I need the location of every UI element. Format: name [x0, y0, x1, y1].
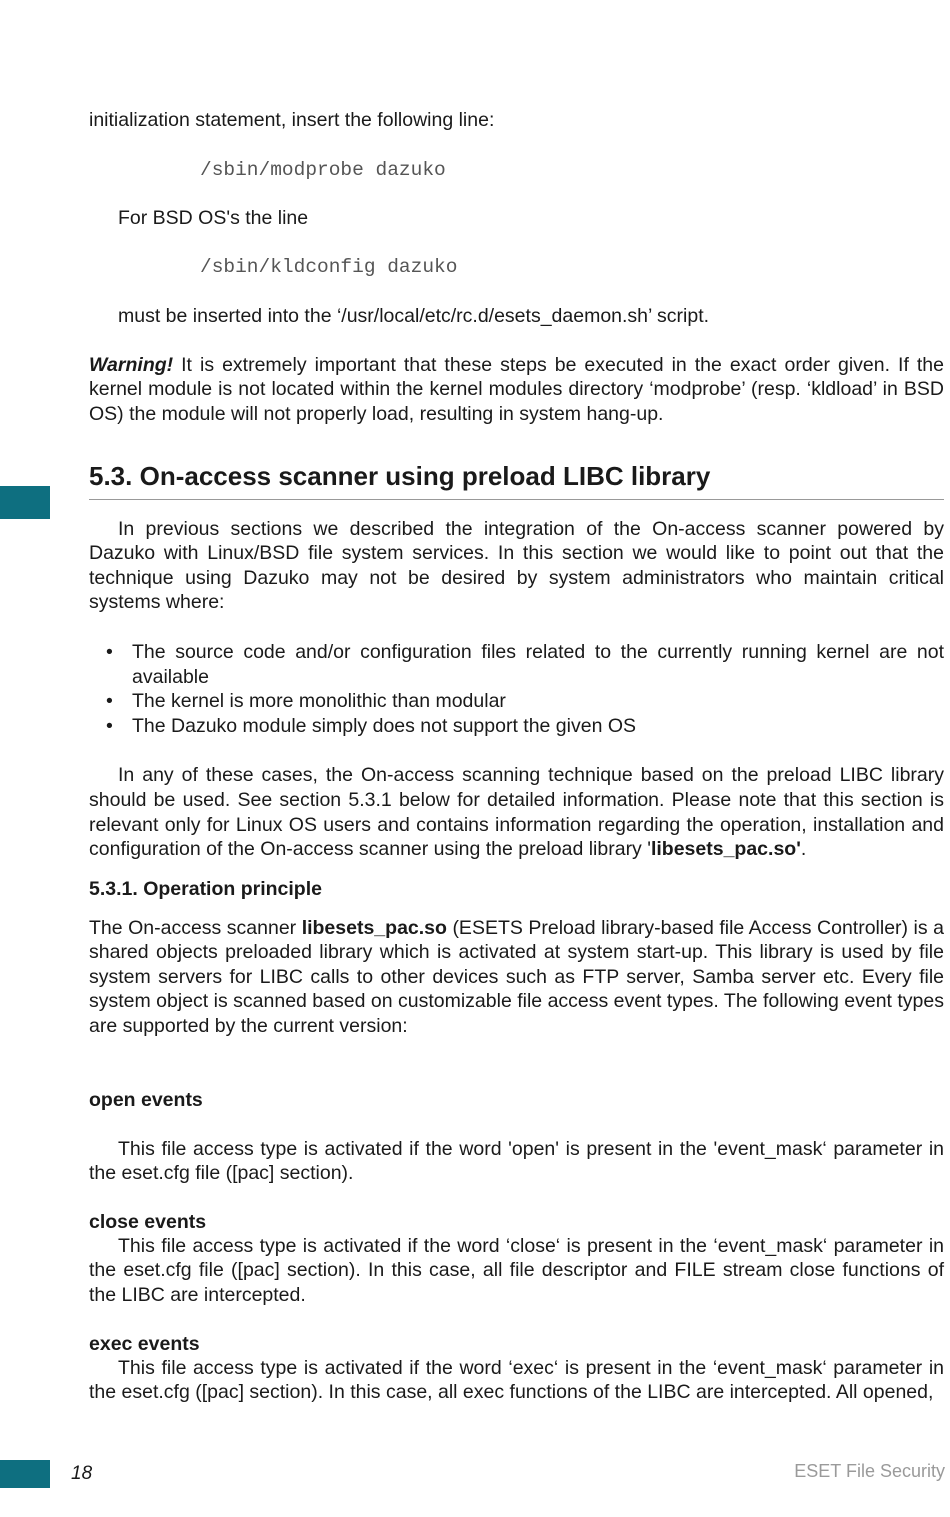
operation-paragraph [89, 916, 944, 1039]
list-item: • The source code and/or configuration files related to the currently running kernel are not available [89, 640, 944, 689]
page-content [89, 108, 944, 1405]
list-item: • The kernel is more monolithic than modular [89, 689, 944, 714]
library-name: libesets_pac.so' [650, 838, 801, 861]
insert-line: must be inserted into the ‘/usr/local/etc/rc.d/esets_daemon.sh’ script. [118, 305, 710, 328]
code-line-modprobe: /sbin/modprobe dazuko [200, 158, 446, 181]
open-events-text: This file access type is activated if the word 'open' is present in the 'event_mask‘ parameter in the eset.cfg file ([pac] section). [89, 1137, 944, 1185]
intro-line: initialization statement, insert the following line: [89, 109, 495, 131]
operation-text-a: The On-access scanner [89, 916, 302, 939]
warning-text: It is extremely important that these steps be executed in the exact order given. If the kernel module is not located within the kernel modules directory ‘modprobe’ (resp. ‘kldload’ in BSD OS) the module will not properly load, resulting in system hang-up. [89, 353, 944, 425]
footer-tab-marker [0, 1460, 50, 1488]
bsd-line: For BSD OS's the line [118, 206, 309, 229]
exec-events-heading: exec events [89, 1332, 200, 1355]
page-number: 18 [71, 1463, 93, 1484]
library-name: libesets_pac.so [301, 916, 447, 939]
close-events-heading: close events [89, 1210, 207, 1233]
exec-events-text: This file access type is activated if the word ‘exec‘ is present in the ‘event_mask‘ parameter in the eset.cfg ([pac] section). In this case, all exec functions of the LIBC are intercepted. All opened, [89, 1356, 944, 1404]
section-heading: 5.3. On-access scanner using preload LIBC library [89, 459, 944, 500]
operation-text-b: (ESETS Preload library-based file Access Controller) is a shared objects preloaded library which is activated at system start-up. This library is used by file system servers for LIBC calls to other devices such as FTP server, Samba server etc. Every file system object is scanned based on customizable file access event types. The following event types are supported by the current version: [89, 916, 944, 1038]
section-paragraph-1: In previous sections we described the integration of the On-access scanner powered by Dazuko with Linux/BSD file system services. In this section we would like to point out that the technique using Dazuko may not be desired by system administrators who maintain critical systems where: [89, 517, 944, 614]
warning-paragraph [89, 353, 944, 427]
close-events-text: This file access type is activated if the word ‘close‘ is present in the ‘event_mask‘ parameter in the eset.cfg file ([pac] section). In this case, all file descriptor and FILE stream close functions of the LIBC are intercepted. [89, 1234, 944, 1307]
list-item: • The Dazuko module simply does not support the given OS [89, 714, 944, 739]
open-events-heading: open events [89, 1088, 203, 1111]
footer-title: ESET File Security [794, 1461, 945, 1481]
warning-label: Warning! [89, 353, 174, 376]
section-paragraph-2 [89, 763, 944, 861]
code-line-kldconfig: /sbin/kldconfig dazuko [200, 256, 458, 279]
para2-end: . [800, 838, 807, 861]
side-tab-marker [0, 486, 50, 519]
para2-text: In any of these cases, the On-access scanning technique based on the preload LIBC library should be used. See section 5.3.1 below for detailed information. Please note that this section is relevant only for Linux OS users and contains information regarding the operation, installation and configuration of the On-access scanner using the preload library ' [89, 764, 944, 861]
conditions-list [89, 640, 944, 738]
subsection-heading: 5.3.1. Operation principle [89, 877, 322, 900]
